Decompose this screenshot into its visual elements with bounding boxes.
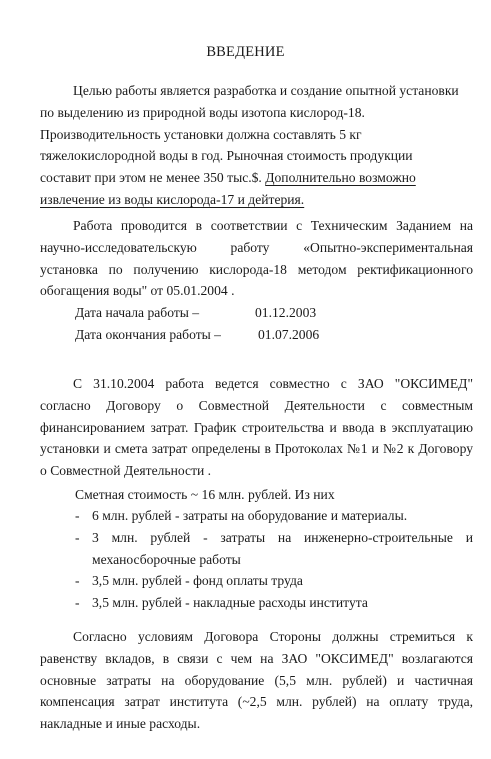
intro-line-5 (40, 167, 473, 189)
list-dash: - (75, 508, 80, 523)
list-dash: - (75, 595, 80, 611)
underlined-remark: Дополнительно возможно (265, 170, 416, 186)
end-date-row (75, 324, 319, 346)
list-dash: - (75, 573, 80, 589)
cooperation-paragraph (40, 373, 473, 482)
intro-line-1: Целью работы является разработка и создание опытной установки (73, 83, 459, 98)
end-date-label: Дата окончания работы – (75, 327, 221, 342)
technical-task-text: Работа проводится в соответствии с Техническим Заданием на научно-исследовательскую работу «Опытно-экспериментальная установка по получению кислорода-18 методом ректификационного обогащения воды" от 05.01.2004 . (40, 218, 473, 299)
list-item: - 3,5 млн. рублей - накладные расходы института (75, 592, 473, 614)
start-date-row (75, 302, 319, 324)
intro-line-5-text: составит при этом не менее 350 тыс.$. (40, 170, 266, 186)
intro-line-4: тяжелокислородной воды в год. Рыночная стоимость продукции (40, 148, 413, 164)
underlined-remark-continued: извлечение из воды кислорода-17 и дейтерия. (40, 191, 305, 207)
list-item: - 3 млн. рублей - затраты на инженерно-строительные и механосборочные работы (75, 527, 473, 571)
start-date-label: Дата начала работы – (75, 305, 200, 320)
intro-line-2: по выделению из природной воды изотопа кислород-18. (40, 104, 365, 120)
list-dash: - (75, 529, 80, 545)
cooperation-text: С 31.10.2004 работа ведется совместно с ЗАО "ОКСИМЕД" согласно Договору о Совместной Деятельности с совместным финансированием затрат. График строительства и ввода в эксплуатацию установки и смета затрат определены в Протоколах №1 и №2 к Договору о Совместной Деятельности . (40, 376, 473, 479)
agreement-terms-paragraph (40, 626, 473, 735)
intro-paragraph (40, 80, 473, 211)
intro-line-3: Производительность установки должна составлять 5 кг (40, 126, 362, 142)
page-title: ВВЕДЕНИЕ (206, 44, 285, 60)
work-dates (75, 302, 319, 346)
agreement-terms-text: Согласно условиям Договора Стороны должны стремиться к равенству вкладов, в связи с чем на ЗАО "ОКСИМЕД" возлагаются основные затраты на оборудование (5,5 млн. рублей) и частичная компенсация затрат института (~2,5 млн. рублей) на оплату труда, накладные и иные расходы. (40, 629, 473, 732)
list-item: - 3,5 млн. рублей - фонд оплаты труда (75, 570, 473, 592)
estimate-breakdown-list (75, 505, 473, 614)
estimate-summary: Сметная стоимость ~ 16 млн. рублей. Из них (75, 487, 335, 502)
technical-task-paragraph (40, 215, 473, 302)
start-date-value: 01.12.2003 (255, 305, 317, 320)
list-item: - 6 млн. рублей - затраты на оборудование и материалы. (75, 505, 473, 527)
end-date-value: 01.07.2006 (258, 327, 320, 342)
